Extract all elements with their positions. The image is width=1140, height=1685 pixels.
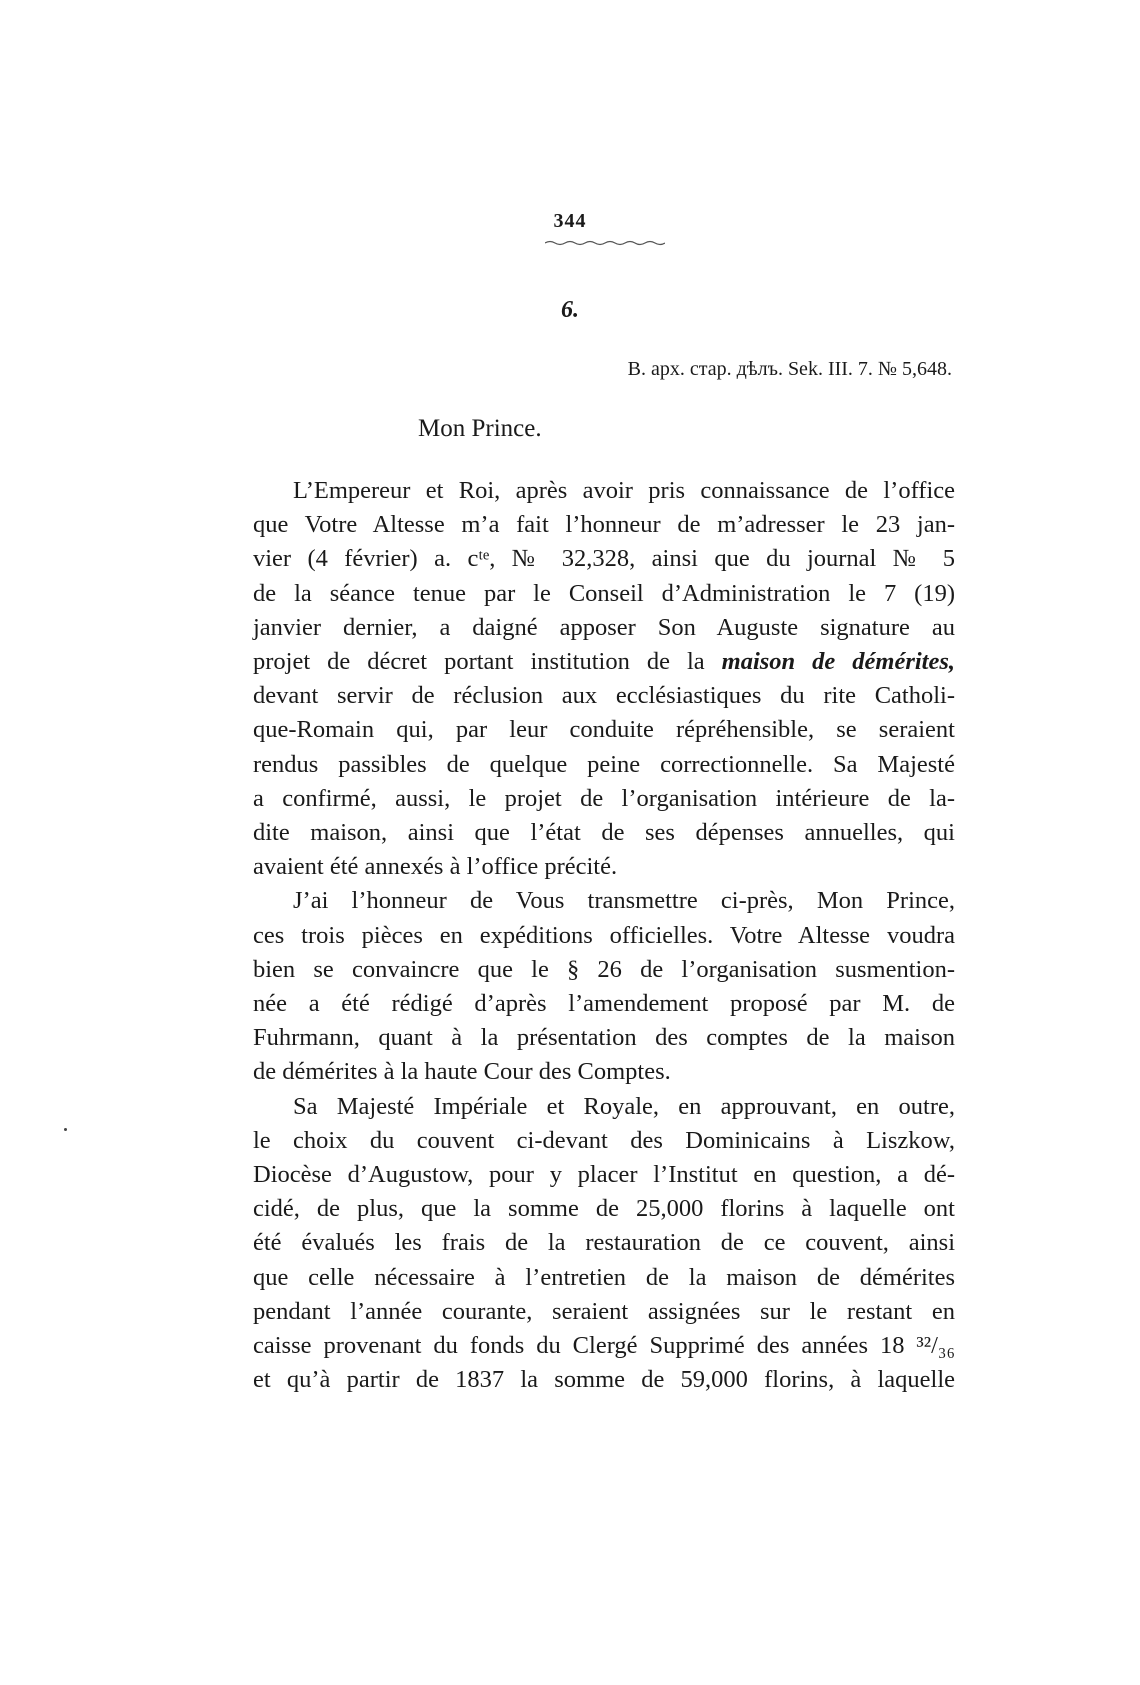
decorative-rule [545, 240, 665, 246]
paragraph-1-line-4: de la séance tenue par le Conseil d’Administration le 7 (19) [253, 579, 955, 607]
paragraph-2-line-1: J’ai l’honneur de Vous transmettre ci-près, Mon Prince, [293, 887, 955, 915]
paragraph-3-line-6: que celle nécessaire à l’entretien de la maison de démérites [253, 1263, 955, 1291]
scan-speck [64, 1128, 67, 1131]
paragraph-1-line-2: que Votre Altesse m’a fait l’honneur de m’adresser le 23 jan- [253, 511, 955, 539]
paragraph-1-line-8: que-Romain qui, par leur conduite répréhensible, se seraient [253, 716, 955, 744]
paragraph-3-line-9: et qu’à partir de 1837 la somme de 59,000 florins, à laquelle [253, 1366, 955, 1394]
paragraph-1-line-3: vier (4 février) a. cᵗᵉ, № 32,328, ainsi que du journal № 5 [253, 545, 955, 573]
paragraph-3-line-4: cidé, de plus, que la somme de 25,000 florins à laquelle ont [253, 1195, 955, 1223]
paragraph-1-line-9: rendus passibles de quelque peine correctionnelle. Sa Majesté [253, 750, 955, 778]
paragraph-1-line-12: avaient été annexés à l’office précité. [253, 853, 618, 881]
paragraph-3-line-7: pendant l’année courante, seraient assignées sur le restant en [253, 1297, 955, 1325]
paragraph-1-line-6 [253, 645, 955, 679]
page-number: 344 [553, 210, 587, 232]
paragraph-3-line-8: caisse provenant du fonds du Clergé Supprimé des années 18 ³²/₃₆ [253, 1332, 955, 1360]
paragraph-1-line-7: devant servir de réclusion aux ecclésiastiques du rite Catholi- [253, 682, 955, 710]
paragraph-3-line-5: été évalués les frais de la restauration de ce couvent, ainsi [253, 1229, 955, 1257]
line-6-text: projet de décret portant institution de la [253, 648, 722, 676]
paragraph-3-line-2: le choix du couvent ci-devant des Dominicains à Liszkow, [253, 1126, 955, 1154]
paragraph-3-line-3: Diocèse d’Augustow, pour y placer l’Institut en question, a dé- [253, 1161, 955, 1189]
paragraph-1-line-5: janvier dernier, a daigné apposer Son Auguste signature au [253, 613, 955, 641]
emphasized-term: maison de démérites, [721, 648, 956, 676]
paragraph-2-line-5: Fuhrmann, quant à la présentation des comptes de la maison [253, 1024, 955, 1052]
document-number: 6. [561, 297, 579, 323]
archive-reference: В. арх. стар. дѣлъ. Sek. III. 7. № 5,648. [627, 358, 952, 380]
salutation: Mon Prince. [418, 415, 542, 442]
paragraph-1-line-10: a confirmé, aussi, le projet de l’organisation intérieure de la- [253, 784, 955, 812]
paragraph-2-line-6: de démérites à la haute Cour des Comptes. [253, 1058, 671, 1086]
paragraph-3-line-1: Sa Majesté Impériale et Royale, en approuvant, en outre, [293, 1092, 955, 1120]
paragraph-1-line-11: dite maison, ainsi que l’état de ses dépenses annuelles, qui [253, 819, 955, 847]
paragraph-2-line-2: ces trois pièces en expéditions officielles. Votre Altesse voudra [253, 921, 955, 949]
letter-body [253, 474, 955, 1397]
paragraph-2-line-4: née a été rédigé d’après l’amendement proposé par M. de [253, 990, 955, 1018]
paragraph-1-line-1: L’Empereur et Roi, après avoir pris connaissance de l’office [293, 477, 955, 504]
paragraph-2-line-3: bien se convaincre que le § 26 de l’organisation susmention- [253, 955, 955, 983]
